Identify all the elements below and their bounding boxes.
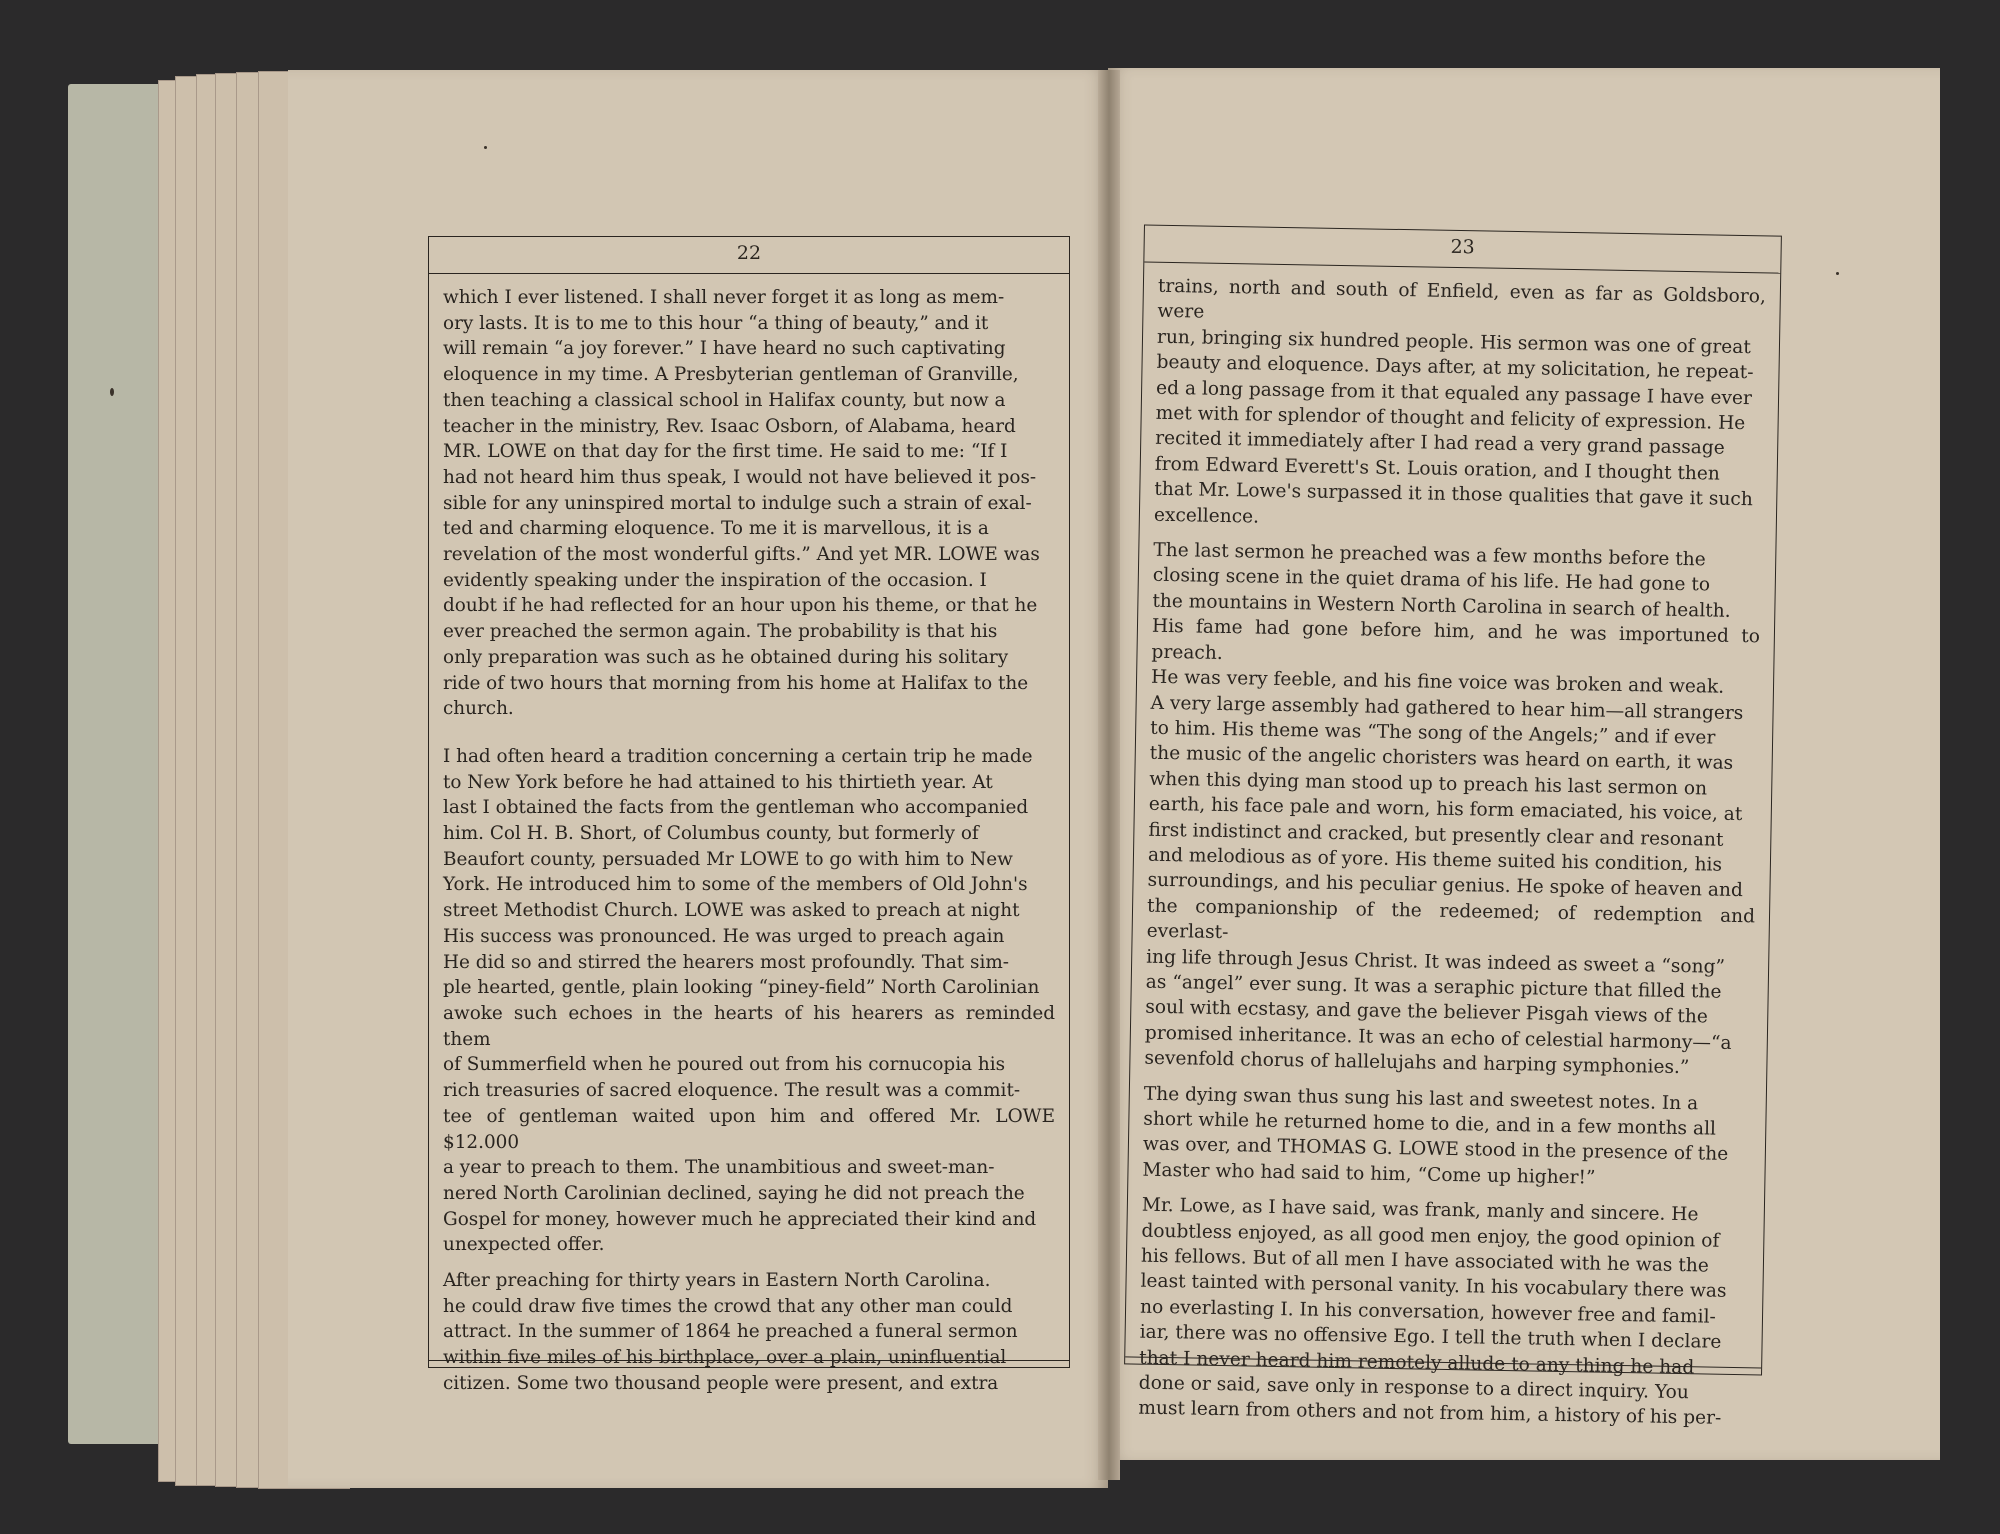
paragraph: Mr. Lowe, as I have said, was frank, manly and sincere. He doubtless enjoyed, as all good men enjoy, the good opinion of his fellows. But of all men I have associated with he was the least tainted with personal vanity. In his vocabulary there was no everlasting I. In his conversation, however free and famil- iar, there was no offensive Ego. I tell the truth when I declare that I never heard him remotely allude to any thing he had done or said, save only in response to a direct inquiry. You must learn from others and not from him, a history of his per- bbox=[1138, 1194, 1727, 1430]
left-body-text bbox=[443, 285, 1055, 1397]
page-number: 22 bbox=[736, 242, 762, 264]
paragraph: The dying swan thus sung his last and sweetest notes. In a short while he returned home to die, and in a few months all was over, and THOMAS G. LOWE stood in the presence of the Master who had said to him, “Come up higher!” bbox=[1142, 1083, 1729, 1189]
speck bbox=[1836, 272, 1839, 275]
right-text-frame bbox=[1124, 225, 1782, 1430]
paragraph: The last sermon he preached was a few months before the closing scene in the quiet drama of his life. He had gone to the mountains in Western North Carolina in search of health. His fame had gone before him, and he was importuned to preach. He was very feeble, and his fine voice was broken and weak. A very large assembly had gathered to hear him—all strangers to him. His theme was “The song of the Angels;” and if ever the music of the angelic choristers was heard on earth, it was when this dying man stood up to preach his last sermon on earth, his face pale and worn, his form emaciated, his voice, at first indistinct and cracked, but presently clear and resonant and melodious as of yore. His theme suited his condition, his surroundings, and his peculiar genius. He spoke of heaven and the companionship of the redeemed; of redemption and everlast- ing life through Jesus Christ. It was indeed as sweet a “song” as “angel” ever sung. It was a seraphic picture that filled the soul with ecstasy, and gave the believer Pisgah views of the promised inheritance. It was an echo of celestial harmony—“a sevenfold chorus of hallelujahs and harping symphonies.” bbox=[1144, 539, 1761, 1079]
speck bbox=[110, 388, 114, 396]
header-rule bbox=[429, 273, 1069, 274]
footer-rule bbox=[429, 1360, 1069, 1361]
book-gutter bbox=[1098, 70, 1120, 1480]
paragraph: After preaching for thirty years in Eastern North Carolina. he could draw five times the crowd that any other man could attract. In the summer of 1864 he preached a funeral sermon within five miles of his birthplace, over a plain, uninfluential citizen. Some two thousand people were present, and extra bbox=[443, 1270, 1018, 1394]
right-body-text bbox=[1138, 274, 1766, 1432]
speck bbox=[484, 146, 487, 149]
paragraph: trains, north and south of Enfield, even as far as Goldsboro, were run, bringing six hundred people. His sermon was one of great beauty and eloquence. Days after, at my solicitation, he repeat- ed a long passage from it that equaled any passage I have ever met with for splendor of thought and felicity of expression. He recited it immediately after I had read a very grand passage from Edward Everett's St. Louis oration, and I thought then that Mr. Lowe's surpassed it in those qualities that gave it such excellence. bbox=[1153, 275, 1767, 528]
left-text-frame bbox=[428, 236, 1070, 1394]
header-rule bbox=[1144, 262, 1780, 274]
paragraph: which I ever listened. I shall never forget it as long as mem- ory lasts. It is to me to this hour “a thing of beauty,” and it will remain “a joy forever.” I have heard no such captivating eloquence in my time. A Presbyterian gentleman of Granville, then teaching a classical school in Halifax county, but now a teacher in the ministry, Rev. Isaac Osborn, of Alabama, heard MR. LOWE on that day for the first time. He said to me: “If I had not heard him thus speak, I would not have believed it pos- sible for any uninspired mortal to indulge such a strain of exal- ted and charming eloquence. To me it is marvellous, it is a revelation of the most wonderful gifts.” And yet MR. LOWE was evidently speaking under the inspiration of the occasion. I doubt if he had reflected for an hour upon his theme, or that he ever preached the sermon again. The probability is that his only preparation was such as he obtained during his solitary ride of two hours that morning from his home at Halifax to the church. bbox=[443, 287, 1040, 720]
page-number: 23 bbox=[1450, 235, 1475, 259]
paragraph: I had often heard a tradition concerning a certain trip he made to New York before he had attained to his thirtieth year. At last I obtained the facts from the gentleman who accompanied him. Col H. B. Short, of Columbus county, but formerly of Beaufort county, persuaded Mr LOWE to go with him to New York. He introduced him to some of the members of Old John's street Methodist Church. LOWE was asked to preach at night His success was pronounced. He was urged to preach again He did so and stirred the hearers most profoundly. That sim- ple hearted, gentle, plain looking “piney-field” North Carolinian awoke such echoes in the hearts of his hearers as reminded them of Summerfield when he poured out from his cornucopia his rich treasuries of sacred eloquence. The result was a commit- tee of gentleman waited upon him and offered Mr. LOWE $12.000 a year to preach to them. The unambitious and sweet-man- nered North Carolinian declined, saying he did not preach the Gospel for money, however much he appreciated their kind and unexpected offer. bbox=[443, 745, 1055, 1256]
